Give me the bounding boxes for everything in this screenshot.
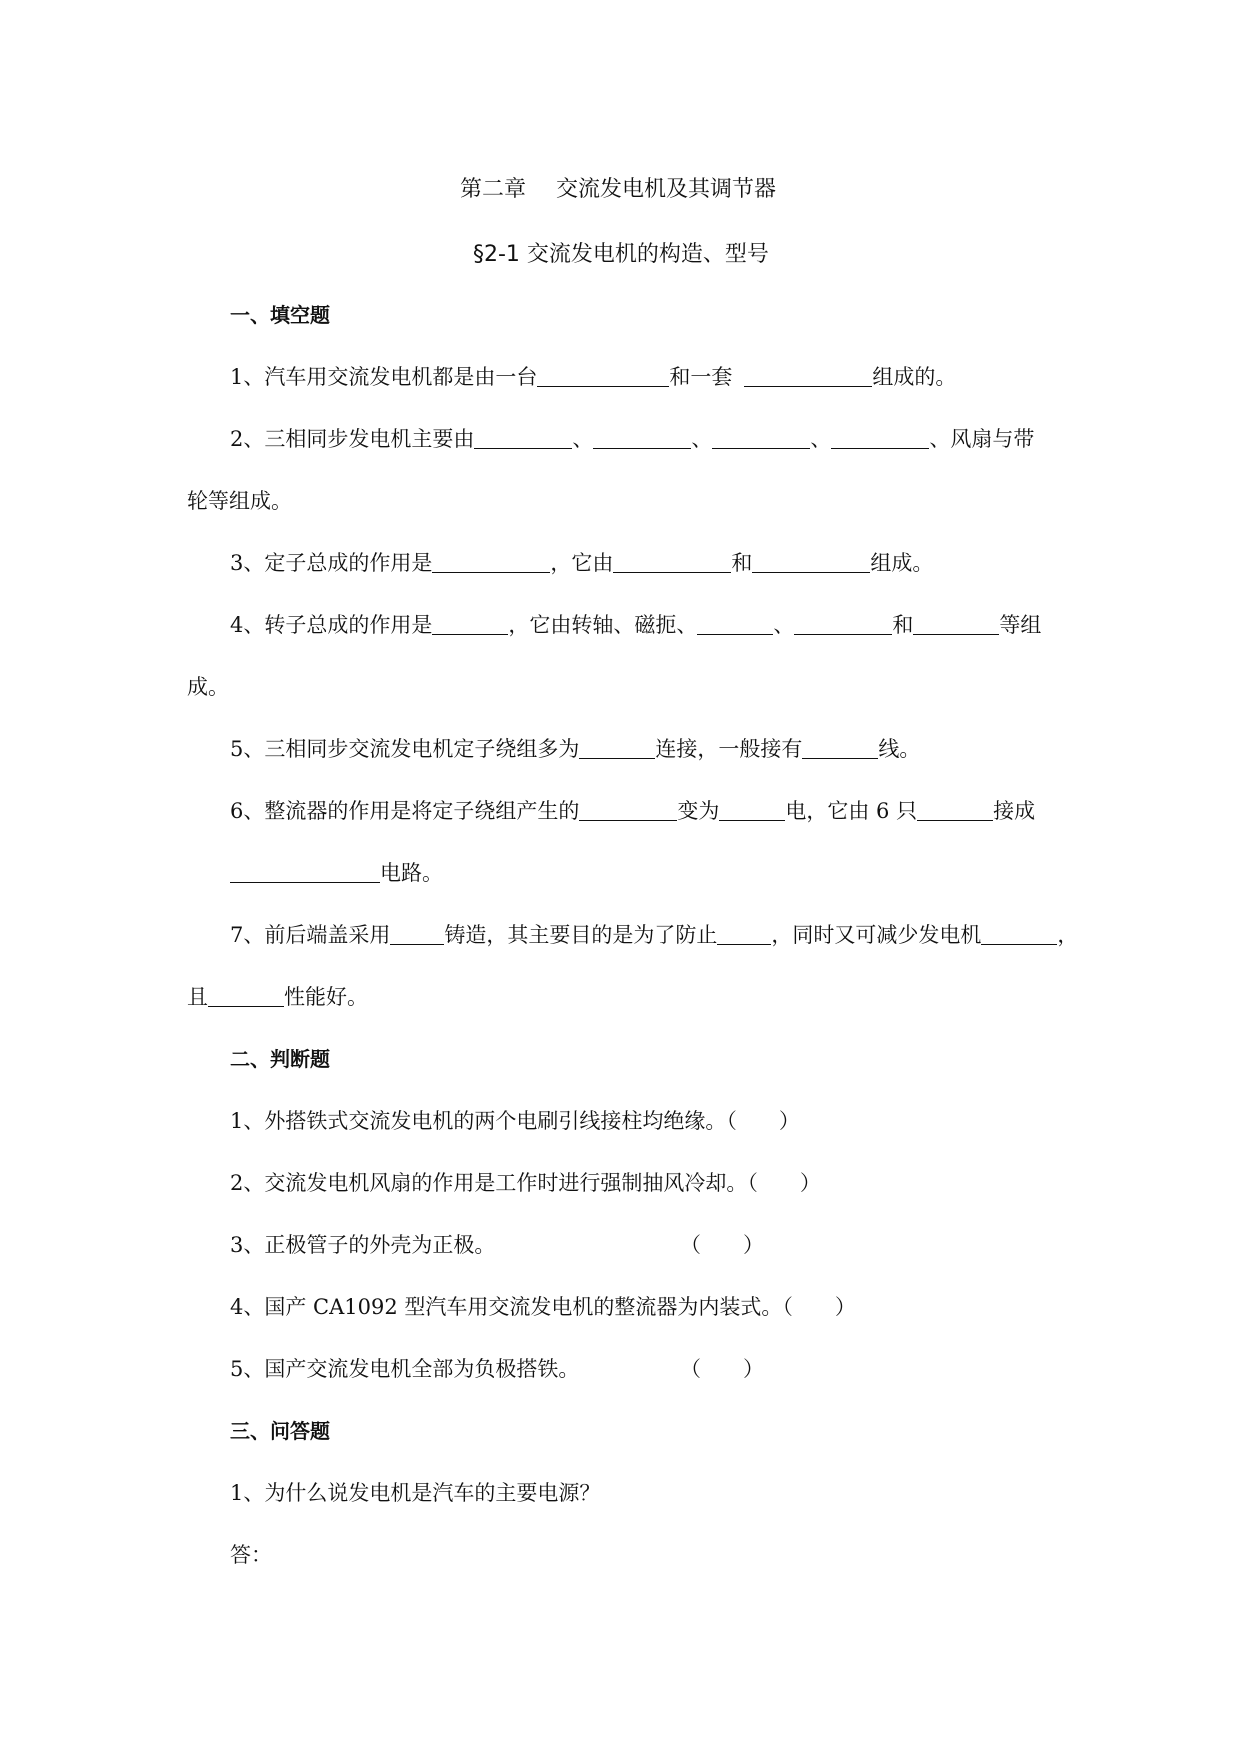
fill-question-7-cont: 且 性能好。 (187, 985, 368, 1009)
answer-blank[interactable] (230, 862, 380, 883)
answer-blank[interactable] (913, 614, 999, 635)
chapter-title: 交流发电机及其调节器 (556, 177, 777, 202)
answer-blank[interactable] (744, 366, 872, 387)
answer-blank[interactable] (579, 800, 677, 821)
answer-paren[interactable]: （ ） (726, 1109, 800, 1133)
chapter-title-line (460, 175, 776, 205)
judge-question-4: 4、国产 CA1092 型汽车用交流发电机的整流器为内装式。（ ） (230, 1295, 856, 1319)
answer-blank[interactable] (432, 552, 550, 573)
answer-blank[interactable] (474, 428, 572, 449)
fill-question-4-cont: 成。 (187, 675, 229, 699)
judge-question-1: 1、外搭铁式交流发电机的两个电刷引线接柱均绝缘。（ ） (230, 1109, 800, 1133)
answer-blank[interactable] (802, 738, 878, 759)
answer-blank[interactable] (579, 738, 655, 759)
fill-question-2-cont: 轮等组成。 (187, 489, 292, 513)
fill-question-4: 4、转子总成的作用是 ，它由转轴、磁扼、 、 和 等组 (230, 613, 1042, 637)
answer-blank[interactable] (697, 614, 773, 635)
answer-paren[interactable]: （ ） (680, 1233, 764, 1257)
answer-blank[interactable] (712, 428, 810, 449)
judge-question-5: 5、国产交流发电机全部为负极搭铁。 (230, 1357, 580, 1381)
fill-question-1: 1、汽车用交流发电机都是由一台 和一套 组成的。 (230, 365, 957, 389)
answer-blank[interactable] (613, 552, 731, 573)
answer-blank[interactable] (752, 552, 870, 573)
fill-in-heading: 一、填空题 (230, 303, 330, 327)
judge-question-2: 2、交流发电机风扇的作用是工作时进行强制抽风冷却。（ ） (230, 1171, 821, 1195)
true-false-heading: 二、判断题 (230, 1047, 330, 1071)
fill-question-7: 7、前后端盖采用 铸造，其主要目的是为了防止 ，同时又可减少发电机 ， (230, 923, 1079, 947)
answer-blank[interactable] (981, 924, 1057, 945)
answer-blank[interactable] (831, 428, 929, 449)
answer-paren[interactable]: （ ） (680, 1357, 764, 1381)
answer-paren[interactable]: （ ） (747, 1171, 821, 1195)
answer-blank[interactable] (719, 800, 785, 821)
fill-question-5: 5、三相同步交流发电机定子绕组多为 连接，一般接有 线。 (230, 737, 921, 761)
fill-question-3: 3、定子总成的作用是 ，它由 和 组成。 (230, 551, 934, 575)
answer-blank[interactable] (717, 924, 771, 945)
answer-label: 答： (230, 1543, 272, 1567)
answer-blank[interactable] (208, 986, 284, 1007)
answer-blank[interactable] (794, 614, 892, 635)
answer-blank[interactable] (390, 924, 444, 945)
fill-question-6-cont: 电路。 (230, 858, 443, 888)
answer-blank[interactable] (432, 614, 508, 635)
chapter-label: 第二章 (460, 177, 527, 202)
short-answer-question-1: 1、为什么说发电机是汽车的主要电源？ (230, 1481, 601, 1505)
fill-question-2: 2、三相同步发电机主要由 、 、 、 、风扇与带 (230, 427, 1035, 451)
section-title: §2-1 交流发电机的构造、型号 (473, 242, 769, 267)
answer-blank[interactable] (537, 366, 669, 387)
judge-question-3: 3、正极管子的外壳为正极。 (230, 1233, 496, 1257)
answer-paren[interactable]: （ ） (782, 1295, 856, 1319)
fill-question-6: 6、整流器的作用是将定子绕组产生的 变为 电，它由 6 只 接成 (230, 799, 1036, 823)
answer-blank[interactable] (593, 428, 691, 449)
short-answer-heading: 三、问答题 (230, 1419, 330, 1443)
answer-blank[interactable] (917, 800, 993, 821)
